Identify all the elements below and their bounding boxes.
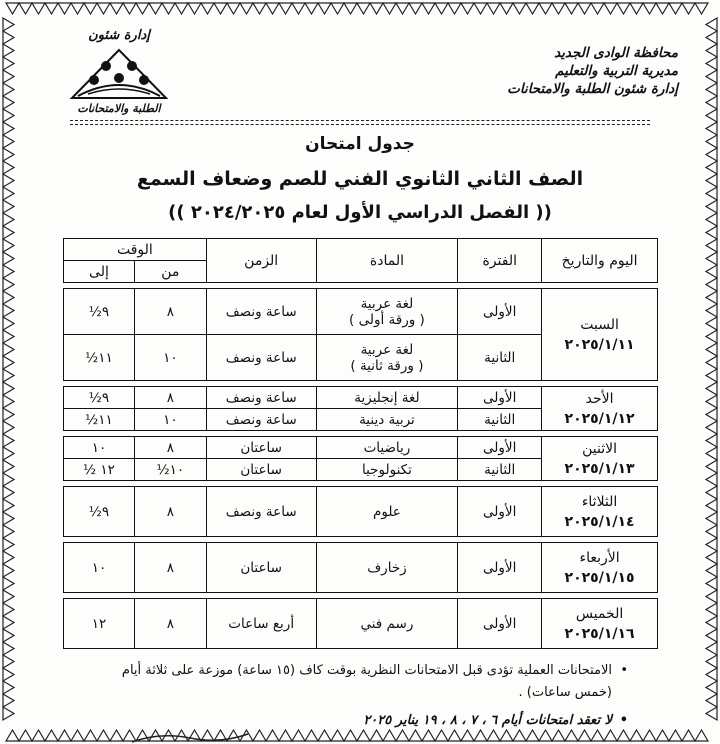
border-triangle [591, 3, 604, 14]
border-triangle [448, 3, 461, 14]
border-triangle [3, 434, 14, 447]
border-triangle [669, 3, 682, 14]
border-triangle [526, 3, 539, 14]
border-triangle [3, 642, 14, 655]
separator-line [70, 120, 650, 121]
table-row [64, 387, 658, 409]
border-triangle [706, 96, 717, 109]
day-date: ٢٠٢٥/١/١١ [564, 336, 635, 353]
border-triangle [370, 3, 383, 14]
border-triangle [3, 317, 14, 330]
note-text: لا تعقد امتحانات أيام ٦ ، ٧ ، ٨ ، ١٩ يناير ٢٠٢٥ [363, 713, 612, 728]
header-authority [438, 44, 678, 98]
day-name: الثلاثاء [581, 493, 618, 510]
logo-top-text: إدارة شئون [88, 28, 150, 43]
border-triangle [682, 3, 695, 14]
border-triangle [706, 356, 717, 369]
to-cell: ١٢ [64, 599, 135, 649]
border-triangle [706, 278, 717, 291]
day-cell [542, 487, 658, 537]
border-triangle [201, 3, 214, 14]
border-triangle [706, 499, 717, 512]
border-triangle [695, 730, 708, 741]
border-triangle [706, 109, 717, 122]
border-triangle [3, 681, 14, 694]
border-triangle [706, 486, 717, 499]
border-triangle [214, 3, 227, 14]
subject-cell: تكنولوجيا [316, 459, 458, 481]
border-triangle [3, 226, 14, 239]
border-triangle [706, 551, 717, 564]
header-line-3: إدارة شئون الطلبة والامتحانات [507, 81, 678, 97]
period-cell: الأولى [458, 387, 542, 409]
border-triangle [706, 629, 717, 642]
to-cell: ٩½ [64, 289, 135, 335]
border-triangle [706, 343, 717, 356]
border-triangle [706, 226, 717, 239]
from-cell: ٨ [134, 543, 206, 593]
to-cell: ٩½ [64, 387, 135, 409]
day-cell [542, 289, 658, 381]
duration-cell: ساعة ونصف [206, 409, 316, 431]
border-triangle [3, 551, 14, 564]
subject-cell: تربية دينية [316, 409, 458, 431]
border-triangle [3, 330, 14, 343]
duration-cell: ساعة ونصف [206, 335, 316, 381]
header-period: الفترة [458, 239, 542, 283]
border-triangle [3, 538, 14, 551]
page-title: جدول امتحان [305, 134, 415, 154]
period-cell: الثانية [458, 409, 542, 431]
border-triangle [188, 3, 201, 14]
border-triangle [706, 473, 717, 486]
subject-cell: زخارف [316, 543, 458, 593]
day-date: ٢٠٢٥/١/١٢ [564, 410, 635, 427]
day-cell [542, 543, 658, 593]
table-row [64, 437, 658, 459]
border-triangle [706, 421, 717, 434]
border-triangle [3, 83, 14, 96]
border-triangle [706, 434, 717, 447]
signature-mark [130, 730, 250, 744]
border-triangle [279, 3, 292, 14]
day-date: ٢٠٢٥/١/١٤ [564, 513, 635, 530]
day-cell [542, 387, 658, 431]
from-cell: ٨ [134, 289, 206, 335]
border-triangle [110, 3, 123, 14]
border-triangle [3, 70, 14, 83]
header-time: الوقت [64, 239, 207, 261]
border-triangle [706, 265, 717, 278]
border-triangle [3, 512, 14, 525]
border-triangle [706, 577, 717, 590]
border-triangle [706, 616, 717, 629]
border-triangle [3, 395, 14, 408]
border-triangle [3, 304, 14, 317]
duration-cell: ساعتان [206, 459, 316, 481]
border-triangle [617, 3, 630, 14]
border-triangle [706, 83, 717, 96]
to-cell: ١١½ [64, 335, 135, 381]
table-row [64, 487, 658, 537]
period-cell: الأولى [458, 543, 542, 593]
border-triangle [3, 499, 14, 512]
table-row [64, 543, 658, 593]
border-triangle [513, 3, 526, 14]
border-triangle [175, 3, 188, 14]
border-triangle [396, 3, 409, 14]
border-triangle [706, 642, 717, 655]
border-triangle [3, 694, 14, 707]
border-triangle [706, 707, 717, 720]
duration-cell: ساعة ونصف [206, 387, 316, 409]
from-cell: ٨ [134, 599, 206, 649]
border-triangle [706, 57, 717, 70]
border-triangle [3, 707, 14, 720]
subject-cell: علوم [316, 487, 458, 537]
day-name: الاثنين [582, 440, 618, 457]
border-triangle [552, 3, 565, 14]
header-day: اليوم والتاريخ [542, 239, 658, 283]
border-triangle [3, 460, 14, 473]
note-text: الامتحانات العملية تؤدى قبل الامتحانات النظرية بوقت كاف (١٥ ساعة) موزعة على ثلاثة أيام [121, 663, 612, 678]
header-to: إلى [64, 261, 135, 283]
note-item [68, 710, 628, 732]
border-triangle [706, 525, 717, 538]
bullet-icon: • [619, 713, 628, 728]
from-cell: ١٠½ [134, 459, 206, 481]
from-cell: ١٠ [134, 409, 206, 431]
border-triangle [162, 3, 175, 14]
border-triangle [706, 590, 717, 603]
border-triangle [45, 3, 58, 14]
border-triangle [3, 577, 14, 590]
border-triangle [3, 239, 14, 252]
border-triangle [630, 3, 643, 14]
border-triangle [3, 57, 14, 70]
border-triangle [3, 44, 14, 57]
border-triangle [706, 655, 717, 668]
border-triangle [3, 278, 14, 291]
border-triangle [123, 3, 136, 14]
day-date: ٢٠٢٥/١/١٣ [564, 460, 635, 477]
table-row [64, 289, 658, 335]
border-triangle [3, 291, 14, 304]
border-triangle [45, 730, 58, 741]
note-item [68, 660, 628, 682]
day-name: الخميس [575, 605, 624, 622]
border-triangle [706, 512, 717, 525]
header-line-2: مديرية التربية والتعليم [555, 63, 678, 79]
subject-cell: لغة إنجليزية [316, 387, 458, 409]
border-triangle [706, 239, 717, 252]
border-triangle [706, 382, 717, 395]
border-triangle [3, 486, 14, 499]
border-triangle [706, 538, 717, 551]
border-triangle [565, 3, 578, 14]
border-triangle [3, 421, 14, 434]
subject-cell: رسم فني [316, 599, 458, 649]
header-subject: المادة [316, 239, 458, 283]
day-cell [542, 599, 658, 649]
subject-cell [316, 335, 458, 381]
border-triangle [422, 3, 435, 14]
table-row [64, 599, 658, 649]
border-triangle [706, 304, 717, 317]
border-triangle [706, 330, 717, 343]
border-triangle [487, 3, 500, 14]
border-triangle [32, 730, 45, 741]
to-cell: ١٠ [64, 543, 135, 593]
period-cell: الثانية [458, 459, 542, 481]
border-triangle [318, 3, 331, 14]
border-triangle [266, 3, 279, 14]
from-cell: ١٠ [134, 335, 206, 381]
to-cell: ١٢ ½ [64, 459, 135, 481]
to-cell: ١١½ [64, 409, 135, 431]
border-triangle [331, 3, 344, 14]
border-triangle [706, 291, 717, 304]
border-triangle [240, 3, 253, 14]
border-triangle [706, 18, 717, 31]
border-triangle [695, 3, 708, 14]
day-date: ٢٠٢٥/١/١٦ [564, 625, 635, 642]
border-triangle [706, 252, 717, 265]
note-continuation: (خمس ساعات) . [518, 685, 612, 700]
border-triangle [3, 603, 14, 616]
logo-icon [68, 44, 170, 102]
logo [44, 28, 194, 122]
duration-cell: ساعتان [206, 543, 316, 593]
to-cell: ٩½ [64, 487, 135, 537]
bullet-icon: • [620, 663, 628, 678]
border-triangle [84, 3, 97, 14]
duration-cell: ساعة ونصف [206, 289, 316, 335]
border-triangle [656, 3, 669, 14]
border-triangle [706, 408, 717, 421]
border-triangle [706, 694, 717, 707]
border-triangle [6, 3, 19, 14]
border-triangle [3, 629, 14, 642]
border-triangle [3, 408, 14, 421]
border-triangle [706, 668, 717, 681]
border-triangle [6, 730, 19, 741]
subject-line: ( ورقة أولى ) [349, 311, 425, 328]
period-cell: الأولى [458, 599, 542, 649]
border-triangle [3, 473, 14, 486]
border-triangle [136, 3, 149, 14]
period-cell: الثانية [458, 335, 542, 381]
term-title: (( الفصل الدراسي الأول لعام ٢٠٢٤/٢٠٢٥ )) [168, 202, 552, 223]
border-triangle [706, 603, 717, 616]
duration-cell: ساعة ونصف [206, 487, 316, 537]
border-triangle [357, 3, 370, 14]
border-triangle [656, 730, 669, 741]
subject-line: ( ورقة ثانية ) [350, 357, 424, 374]
border-triangle [630, 730, 643, 741]
border-triangle [3, 265, 14, 278]
subject-line: لغة عربية [360, 341, 414, 358]
border-triangle [706, 44, 717, 57]
subject-cell: رياضيات [316, 437, 458, 459]
border-triangle [500, 3, 513, 14]
border-triangle [461, 3, 474, 14]
border-triangle [3, 382, 14, 395]
from-cell: ٨ [134, 487, 206, 537]
border-triangle [19, 3, 32, 14]
border-triangle [253, 3, 266, 14]
border-triangle [3, 109, 14, 122]
border-triangle [435, 3, 448, 14]
period-cell: الأولى [458, 437, 542, 459]
border-triangle [706, 70, 717, 83]
border-triangle [3, 369, 14, 382]
subject-line: لغة عربية [360, 295, 414, 312]
period-cell: الأولى [458, 487, 542, 537]
border-triangle [3, 18, 14, 31]
border-triangle [3, 590, 14, 603]
border-triangle [3, 616, 14, 629]
border-triangle [409, 3, 422, 14]
duration-cell: ساعتان [206, 437, 316, 459]
day-name: السبت [580, 316, 619, 333]
border-triangle [643, 3, 656, 14]
border-triangle [3, 343, 14, 356]
period-cell: الأولى [458, 289, 542, 335]
header-from: من [134, 261, 206, 283]
schedule-table [63, 238, 658, 649]
border-triangle [474, 3, 487, 14]
border-triangle [3, 96, 14, 109]
day-date: ٢٠٢٥/١/١٥ [564, 569, 635, 586]
header-duration: الزمن [206, 239, 316, 283]
subject-cell [316, 289, 458, 335]
border-triangle [669, 730, 682, 741]
border-triangle [706, 395, 717, 408]
border-triangle [3, 668, 14, 681]
day-cell [542, 437, 658, 481]
border-triangle [706, 31, 717, 44]
day-name: الأحد [585, 390, 614, 407]
border-triangle [227, 3, 240, 14]
border-triangle [706, 460, 717, 473]
border-triangle [706, 681, 717, 694]
border-triangle [305, 3, 318, 14]
border-triangle [643, 730, 656, 741]
border-triangle [3, 252, 14, 265]
border-triangle [604, 3, 617, 14]
border-triangle [706, 564, 717, 577]
logo-bottom-text: الطلبة والامتحانات [77, 102, 161, 115]
border-triangle [292, 3, 305, 14]
page-subtitle: الصف الثاني الثانوي الفني للصم وضعاف السمع [136, 168, 584, 190]
from-cell: ٨ [134, 437, 206, 459]
border-triangle [3, 564, 14, 577]
border-triangle [539, 3, 552, 14]
header-line-1: محافظة الوادى الجديد [554, 45, 678, 61]
border-triangle [3, 31, 14, 44]
border-triangle [682, 730, 695, 741]
border-triangle [97, 3, 110, 14]
border-triangle [3, 525, 14, 538]
border-triangle [706, 317, 717, 330]
border-triangle [706, 369, 717, 382]
border-triangle [71, 3, 84, 14]
border-triangle [3, 447, 14, 460]
border-triangle [32, 3, 45, 14]
border-triangle [3, 356, 14, 369]
border-triangle [149, 3, 162, 14]
border-triangle [383, 3, 396, 14]
border-triangle [344, 3, 357, 14]
border-triangle [19, 730, 32, 741]
from-cell: ٨ [134, 387, 206, 409]
border-triangle [58, 3, 71, 14]
border-triangle [706, 447, 717, 460]
duration-cell: أربع ساعات [206, 599, 316, 649]
border-triangle [3, 655, 14, 668]
separator-line [70, 124, 650, 125]
to-cell: ١٠ [64, 437, 135, 459]
border-triangle [578, 3, 591, 14]
notes [68, 660, 628, 732]
day-name: الأربعاء [579, 549, 620, 566]
